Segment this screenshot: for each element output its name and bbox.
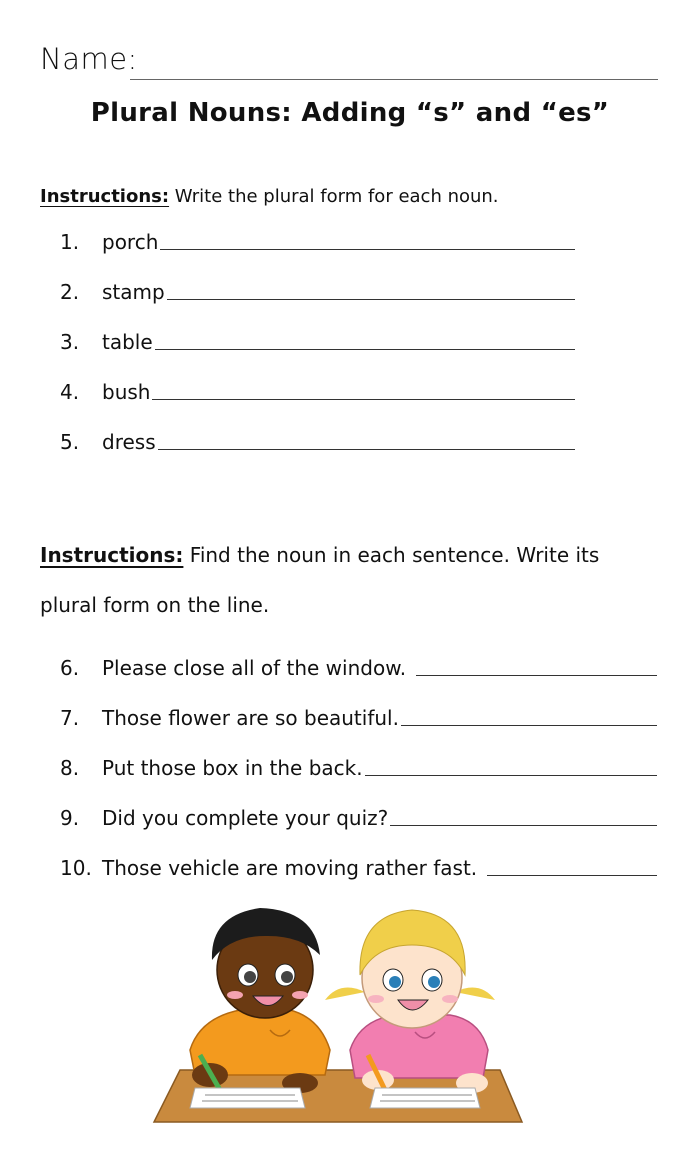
name-input-line[interactable] <box>130 79 658 80</box>
answer-line[interactable] <box>158 449 575 450</box>
list-item <box>60 850 657 880</box>
answer-line[interactable] <box>152 399 575 400</box>
item-word: bush <box>102 380 151 404</box>
item-sentence: Please close all of the window. <box>102 656 407 680</box>
answer-line[interactable] <box>167 299 575 300</box>
list-item <box>60 274 575 304</box>
children-writing-icon <box>150 900 530 1130</box>
name-label: Name: <box>40 42 138 76</box>
item-number: 7. <box>60 706 80 730</box>
item-word: stamp <box>102 280 165 304</box>
children-writing-illustration <box>150 900 530 1130</box>
item-word: porch <box>102 230 159 254</box>
instructions-label: Instructions: <box>40 186 170 207</box>
item-sentence: Did you complete your quiz? <box>102 806 389 830</box>
item-number: 3. <box>60 330 80 354</box>
answer-line[interactable] <box>416 675 657 676</box>
item-number: 6. <box>60 656 80 680</box>
worksheet-title: Plural Nouns: Adding “s” and “es” <box>90 98 610 128</box>
instructions-text: Find the noun in each sentence. Write its plural form on the line. <box>40 543 600 617</box>
item-sentence: Those vehicle are moving rather fast. <box>102 856 478 880</box>
instructions-label: Instructions: <box>40 543 184 567</box>
instructions-2 <box>40 530 640 630</box>
list-item <box>60 650 657 680</box>
item-word: dress <box>102 430 156 454</box>
list-item <box>60 750 657 780</box>
answer-line[interactable] <box>390 825 657 826</box>
answer-line[interactable] <box>401 725 657 726</box>
list-item <box>60 224 575 254</box>
item-number: 9. <box>60 806 80 830</box>
list-item <box>60 424 575 454</box>
list-item <box>60 324 575 354</box>
item-number: 10. <box>60 856 92 880</box>
item-sentence: Those flower are so beautiful. <box>102 706 399 730</box>
answer-line[interactable] <box>487 875 657 876</box>
item-number: 2. <box>60 280 80 304</box>
answer-line[interactable] <box>155 349 575 350</box>
answer-line[interactable] <box>365 775 657 776</box>
item-number: 1. <box>60 230 80 254</box>
instructions-text: Write the plural form for each noun. <box>169 186 499 207</box>
item-number: 4. <box>60 380 80 404</box>
item-number: 5. <box>60 430 80 454</box>
item-word: table <box>102 330 153 354</box>
answer-line[interactable] <box>160 249 575 250</box>
list-item <box>60 800 657 830</box>
item-number: 8. <box>60 756 80 780</box>
instructions-1 <box>40 186 499 207</box>
item-sentence: Put those box in the back. <box>102 756 363 780</box>
list-item <box>60 700 657 730</box>
list-item <box>60 374 575 404</box>
